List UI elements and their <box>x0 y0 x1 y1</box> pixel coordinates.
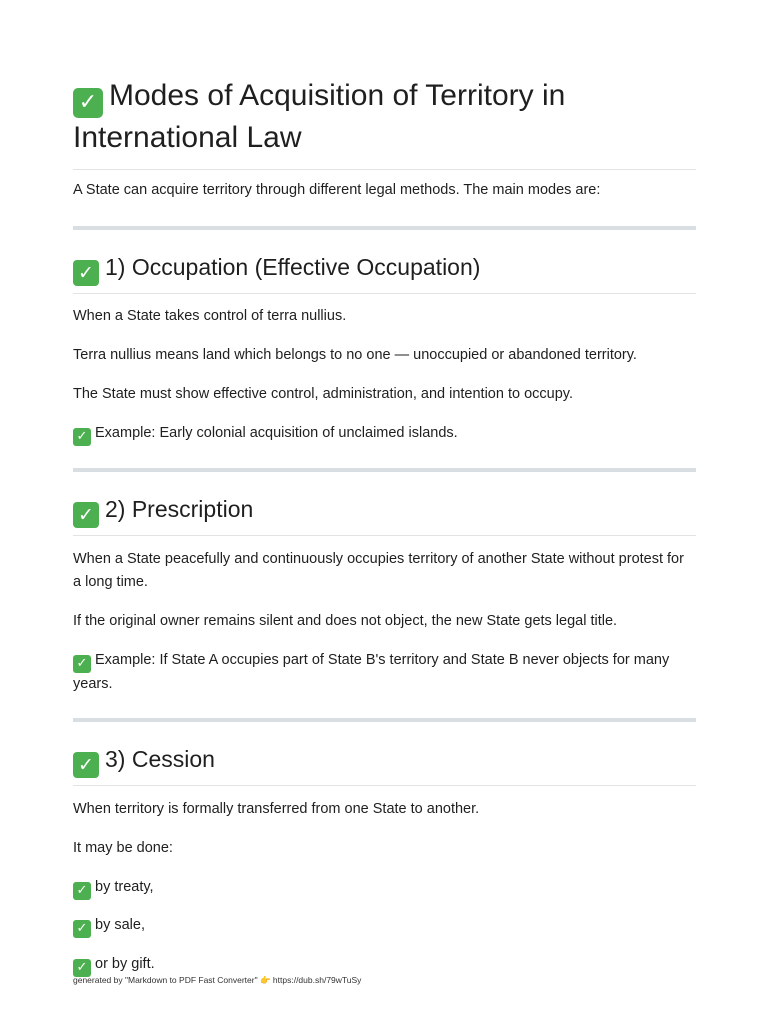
paragraph: It may be done: <box>73 840 173 856</box>
check-mark-icon: ✓ <box>73 920 91 938</box>
list-item <box>73 914 696 938</box>
check-mark-icon: ✓ <box>73 88 103 118</box>
check-mark-icon: ✓ <box>73 882 91 900</box>
check-mark-icon: ✓ <box>73 260 99 286</box>
paragraph: When a State peacefully and continuously occupies territory of another State without protest for a long time. <box>73 551 684 590</box>
paragraph: The State must show effective control, administration, and intention to occupy. <box>73 386 573 402</box>
check-mark-icon: ✓ <box>73 959 91 977</box>
list-item-text: by sale, <box>95 917 145 933</box>
example-paragraph <box>73 422 696 446</box>
paragraph: When a State takes control of terra nullius. <box>73 308 347 324</box>
paragraph: Terra nullius means land which belongs to no one — unoccupied or abandoned territory. <box>73 347 637 363</box>
section-heading-prescription <box>73 494 696 536</box>
example-text: Example: Early colonial acquisition of unclaimed islands. <box>95 425 458 441</box>
section-divider <box>73 468 696 472</box>
list-item <box>73 876 696 900</box>
section-heading-occupation <box>73 252 696 294</box>
check-mark-icon: ✓ <box>73 428 91 446</box>
paragraph: When territory is formally transferred from one State to another. <box>73 801 480 817</box>
paragraph: If the original owner remains silent and does not object, the new State gets legal title. <box>73 613 618 629</box>
check-mark-icon: ✓ <box>73 655 91 673</box>
section-divider <box>73 226 696 230</box>
section-heading-cession <box>73 744 696 786</box>
check-mark-icon: ✓ <box>73 752 99 778</box>
section-heading-text: 3) Cession <box>105 746 215 772</box>
example-text: Example: If State A occupies part of State B's territory and State B never objects for many years. <box>73 652 670 692</box>
intro-paragraph: A State can acquire territory through different legal methods. The main modes are: <box>73 182 601 198</box>
page-title-text: Modes of Acquisition of Territory in International Law <box>73 79 566 154</box>
section-heading-text: 1) Occupation (Effective Occupation) <box>105 254 481 280</box>
section-divider <box>73 718 696 722</box>
example-paragraph <box>73 649 696 696</box>
list-item-text: by treaty, <box>95 879 154 895</box>
check-mark-icon: ✓ <box>73 502 99 528</box>
list-item <box>73 953 696 977</box>
list-item-text: or by gift. <box>95 956 155 972</box>
page-title <box>73 76 696 170</box>
section-heading-text: 2) Prescription <box>105 496 254 522</box>
generator-footer: generated by "Markdown to PDF Fast Converter" 👉 https://dub.sh/79wTuSy <box>73 975 362 985</box>
